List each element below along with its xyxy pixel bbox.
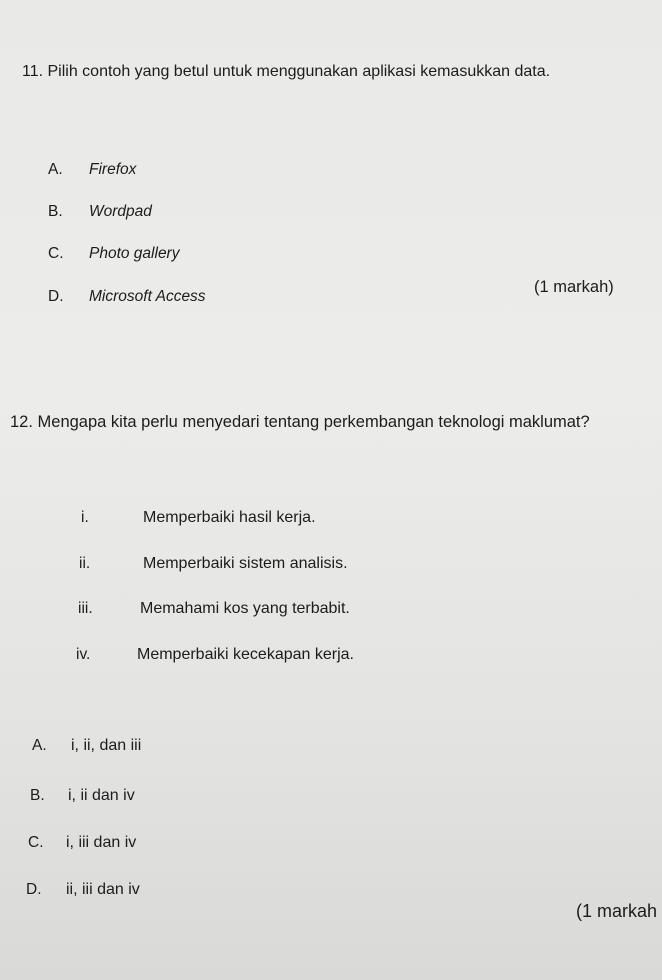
q12-statement-iv-numeral: iv. [76, 646, 91, 663]
q11-option-b-letter: B. [48, 203, 63, 220]
q12-option-d-text: ii, iii dan iv [66, 881, 140, 898]
q11-option-d-text: Microsoft Access [89, 288, 206, 305]
q12-option-d-letter: D. [26, 881, 42, 898]
q12-option-b-text: i, ii dan iv [68, 787, 135, 804]
q12-marks: (1 markah [576, 901, 658, 921]
q11-option-d-letter: D. [48, 288, 64, 305]
q12-statement-iii-text: Memahami kos yang terbabit. [140, 600, 350, 617]
q12-statement-iv-text: Memperbaiki kecekapan kerja. [137, 646, 354, 663]
q11-question: 11. Pilih contoh yang betul untuk menggunakan aplikasi kemasukkan data. [22, 63, 551, 80]
q11-option-a-text: Firefox [89, 161, 137, 178]
q12-statement-i-numeral: i. [81, 509, 89, 526]
q12-option-c-text: i, iii dan iv [66, 834, 137, 851]
q12-question: 12. Mengapa kita perlu menyedari tentang perkembangan teknologi maklumat? [10, 413, 590, 431]
q11-marks: (1 markah) [534, 278, 614, 296]
q12-option-c-letter: C. [28, 834, 44, 851]
q12-statement-iii-numeral: iii. [78, 600, 93, 617]
q11-option-a-letter: A. [48, 161, 63, 178]
q11-option-c-text: Photo gallery [89, 245, 180, 262]
q12-option-a-letter: A. [32, 737, 47, 754]
q11-option-c-letter: C. [48, 245, 64, 262]
q12-statement-i-text: Memperbaiki hasil kerja. [143, 509, 316, 526]
q12-option-b-letter: B. [30, 787, 45, 804]
q12-statement-ii-numeral: ii. [79, 555, 91, 572]
q12-option-a-text: i, ii, dan iii [71, 737, 142, 754]
q11-option-b-text: Wordpad [89, 203, 152, 220]
q12-statement-ii-text: Memperbaiki sistem analisis. [143, 555, 348, 572]
